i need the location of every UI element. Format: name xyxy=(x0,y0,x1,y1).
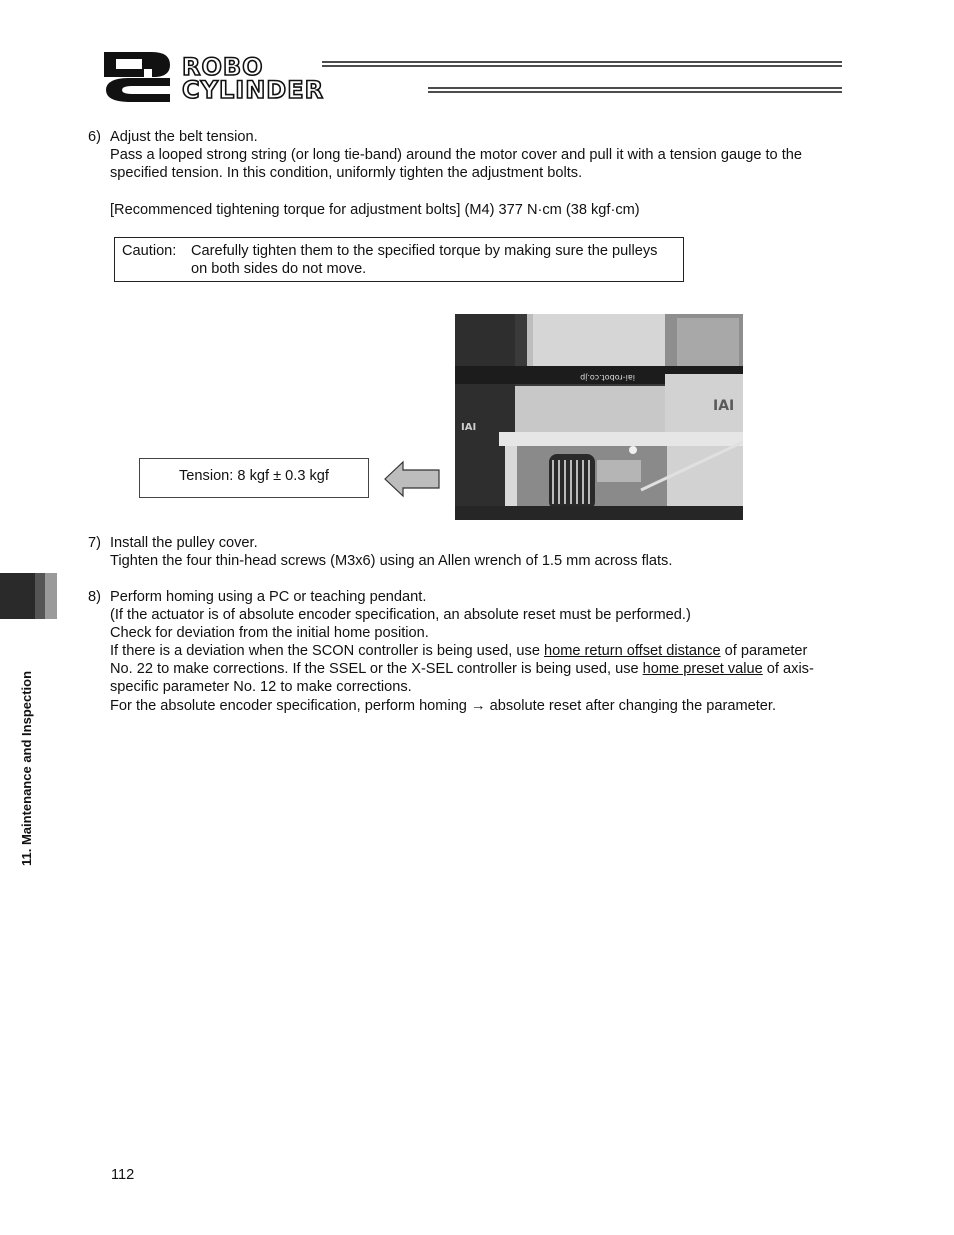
arrow-left-icon xyxy=(383,460,441,498)
caution-text: Carefully tighten them to the specified torque by making sure the pulleys on both sides do not move. xyxy=(191,243,658,277)
step-8-line-4-end: of axis- xyxy=(762,661,814,677)
page-number: 112 xyxy=(111,1167,135,1183)
step-6-title: Adjust the belt tension. xyxy=(110,129,258,145)
chapter-tab-light xyxy=(45,573,57,619)
step-8-line-3-end: of parameter xyxy=(720,643,808,659)
torque-spec: [Recommenced tightening torque for adjustment bolts] (M4) 377 N·cm (38 kgf·cm) xyxy=(110,202,640,218)
header-rules xyxy=(322,62,842,92)
tension-value: Tension: 8 kgf ± 0.3 kgf xyxy=(179,468,329,484)
belt-tension-photo xyxy=(455,314,743,520)
step-8-text-line-2: Check for deviation from the initial home position. xyxy=(110,625,429,641)
rc-emblem xyxy=(104,52,170,102)
step-6-text-line-1: Pass a looped strong string (or long tie-band) around the motor cover and pull it with a tension gauge to the xyxy=(110,147,802,163)
photo-belt-label: iai-robot.co.jp xyxy=(580,373,635,382)
brand-line-1: ROBO xyxy=(182,53,264,81)
step-8-text-line-4 xyxy=(110,660,814,678)
caution-box xyxy=(114,237,684,282)
brand-line-2: CYLINDER xyxy=(182,76,325,104)
chapter-tab-dark xyxy=(0,573,35,619)
home-preset-value-term: home preset value xyxy=(642,661,763,677)
step-7-title: Install the pulley cover. xyxy=(110,535,258,551)
photo-iai-mark-right: IAI xyxy=(713,398,735,414)
step-8-text-line-6: For the absolute encoder specification, perform homing → absolute reset after changing the parameter. xyxy=(110,698,777,714)
home-return-offset-distance-term: home return offset distance xyxy=(544,643,721,659)
tension-box xyxy=(139,458,369,498)
step-8-text-line-5: specific parameter No. 12 to make corrections. xyxy=(110,679,412,695)
step-8-title: Perform homing using a PC or teaching pendant. xyxy=(110,589,427,605)
step-6-text-line-2: specified tension. In this condition, uniformly tighten the adjustment bolts. xyxy=(110,165,583,181)
chapter-tab-mid xyxy=(35,573,45,619)
step-8-text-line-3 xyxy=(110,642,807,660)
chapter-side-label: 11. Maintenance and Inspection xyxy=(19,670,34,866)
step-8-line-3-start: If there is a deviation when the SCON controller is being used, use xyxy=(110,643,544,659)
robo-cylinder-logo xyxy=(100,50,850,106)
step-7-text-line-1: Tighten the four thin-head screws (M3x6) using an Allen wrench of 1.5 mm across flats. xyxy=(110,553,673,569)
caution-label: Caution: xyxy=(122,243,177,259)
step-6-number: 6) xyxy=(88,129,101,145)
step-8-text-line-1: (If the actuator is of absolute encoder specification, an absolute reset must be performed.) xyxy=(110,607,691,623)
photo-iai-mark-left: IAI xyxy=(461,422,477,433)
step-7-number: 7) xyxy=(88,535,101,551)
step-8-number: 8) xyxy=(88,589,101,605)
step-8-line-4-start: No. 22 to make corrections. If the SSEL or the X-SEL controller is being used, use xyxy=(110,661,643,677)
